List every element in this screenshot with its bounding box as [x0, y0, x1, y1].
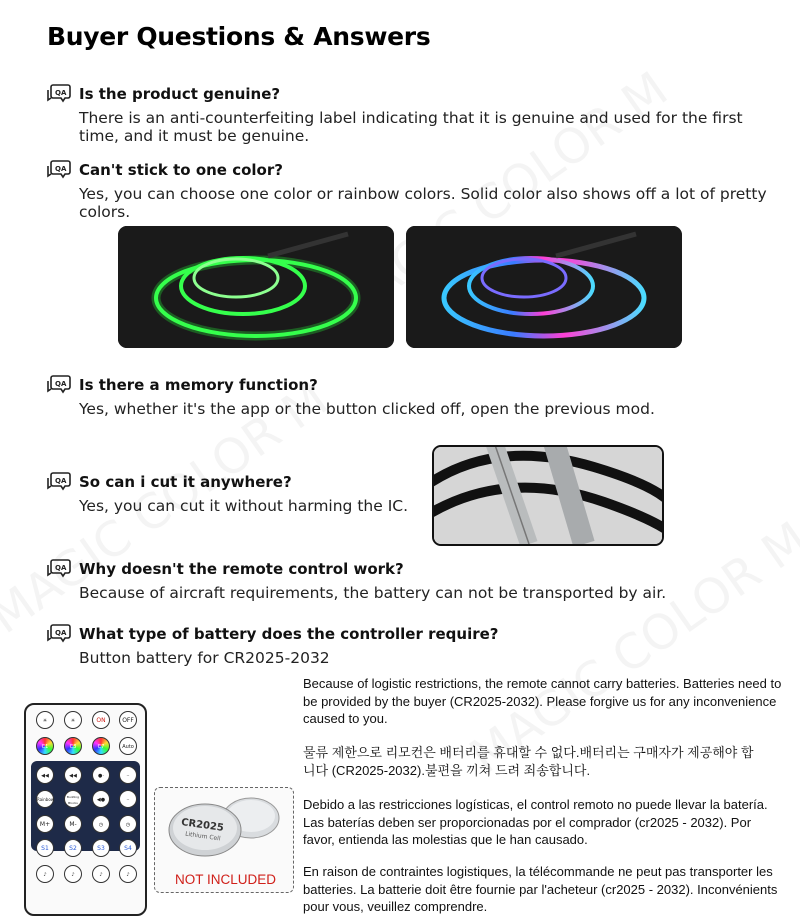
remote-button: Auto [119, 737, 137, 755]
remote-button: S1 [36, 839, 54, 857]
remote-button: C7 [92, 737, 110, 755]
faq-question: Is the product genuine? [79, 85, 281, 103]
remote-button: ☀ [36, 711, 54, 729]
qa-chat-icon [47, 559, 71, 579]
remote-button: ♪ [92, 865, 110, 883]
faq-question: Can't stick to one color? [79, 161, 283, 179]
page-title: Buyer Questions & Answers [47, 22, 431, 51]
remote-button: ●· [92, 766, 110, 784]
remote-button: ◀◀ [64, 766, 82, 784]
remote-button: ♪ [119, 865, 137, 883]
green-strip-photo [118, 226, 394, 348]
cut-strip-image [434, 447, 662, 544]
notice-korean: 물류 제한으로 리모컨은 배터리를 휴대할 수 없다.배터리는 구매자가 제공해야 합니다 (CR2025-2032).불편을 끼쳐 드려 죄송합니다. [303, 745, 754, 778]
qa-chat-icon [47, 84, 71, 104]
remote-button: ·· [119, 766, 137, 784]
faq-question: So can i cut it anywhere? [79, 473, 292, 491]
rgb-neon-strip-image [406, 226, 682, 348]
faq-question: Why doesn't the remote control work? [79, 560, 404, 578]
faq-question: What type of battery does the controller require? [79, 625, 499, 643]
remote-button: ◷ [119, 815, 137, 833]
remote-button: OFF [119, 711, 137, 729]
notice-spanish: Debido a las restricciones logísticas, el control remoto no puede llevar la batería. Las baterías deben ser proporcionadas por el comprador (cr2025 - 2032). Por favor, entienda las molestias que le han causado. [303, 797, 768, 847]
faq-answer: Yes, you can cut it without harming the IC. [79, 497, 409, 515]
remote-button: S2 [64, 839, 82, 857]
not-included-label: NOT INCLUDED [175, 872, 277, 887]
remote-button: Rainbow [36, 790, 54, 808]
qa-chat-icon [47, 472, 71, 492]
remote-button: M+ [36, 815, 54, 833]
remote-button: M- [64, 815, 82, 833]
remote-button: S3 [92, 839, 110, 857]
qa-chat-icon [47, 624, 71, 644]
svg-text:QA: QA [55, 380, 67, 388]
faq-answer: Yes, you can choose one color or rainbow colors. Solid color also shows off a lot of pretty colors. [79, 185, 767, 221]
remote-button: ON [92, 711, 110, 729]
battery-card [154, 787, 294, 893]
remote-button: S4 [119, 839, 137, 857]
green-neon-strip-image [118, 226, 394, 348]
coin-battery-label: CR2025 [180, 817, 225, 834]
svg-text:QA: QA [55, 629, 67, 637]
remote-button: ·· [119, 790, 137, 808]
remote-button: ♪ [64, 865, 82, 883]
remote-button: ◷ [92, 815, 110, 833]
remote-button: Building Blocks [64, 790, 82, 808]
svg-text:QA: QA [55, 477, 67, 485]
faq-answer: Button battery for CR2025-2032 [79, 649, 330, 667]
remote-button: ◀● [92, 790, 110, 808]
faq-question: Is there a memory function? [79, 376, 318, 394]
remote-button: ☀ [64, 711, 82, 729]
notice-english: Because of logistic restrictions, the remote cannot carry batteries. Batteries need to be provided by the buyer (CR2025-2032). Please forgive us for any inconvenience caused to you. [303, 676, 782, 726]
faq-answer: There is an anti-counterfeiting label indicating that it is genuine and used for the first time, and it must be genuine. [79, 109, 743, 145]
faq-answer: Yes, whether it's the app or the button clicked off, open the previous mod. [79, 400, 655, 418]
remote-button: ◀◀ [36, 766, 54, 784]
remote-control [24, 703, 147, 916]
remote-button: C3 [64, 737, 82, 755]
remote-button: C1 [36, 737, 54, 755]
qa-chat-icon [47, 375, 71, 395]
rgb-strip-photo [406, 226, 682, 348]
cut-strip-photo [432, 445, 664, 546]
svg-text:QA: QA [55, 165, 67, 173]
remote-button: ♪ [36, 865, 54, 883]
svg-text:QA: QA [55, 564, 67, 572]
svg-text:QA: QA [55, 89, 67, 97]
notice-french: En raison de contraintes logistiques, la télécommande ne peut pas transporter les batteries. La batterie doit être fournie par l'acheteur (cr2025 - 2032). Inconvénients pour vous, veuillez comprendre. [303, 864, 778, 914]
coin-battery-sublabel: Lithium Cell [184, 830, 221, 843]
faq-answer: Because of aircraft requirements, the battery can not be transported by air. [79, 584, 667, 602]
qa-chat-icon [47, 160, 71, 180]
